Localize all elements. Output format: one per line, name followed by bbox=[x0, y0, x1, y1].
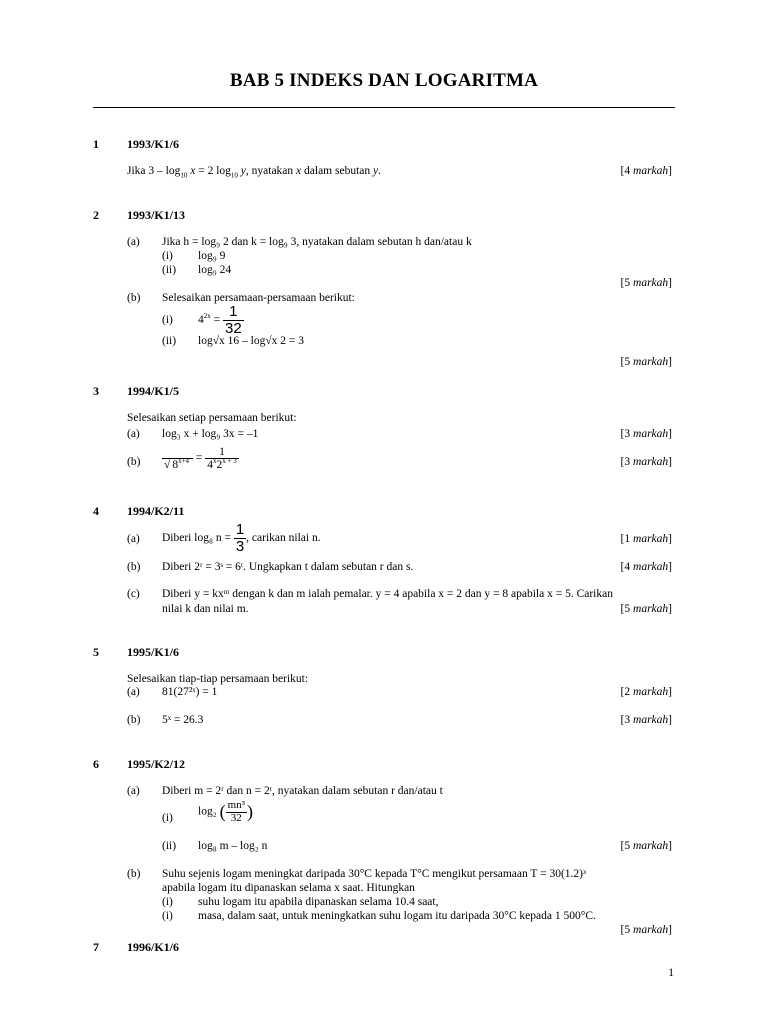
part-text: log₃ x + log₉ 3x = –1 bbox=[162, 428, 259, 440]
subpart-label: (i) bbox=[162, 896, 173, 908]
instruction: Selesaikan setiap persamaan berikut: bbox=[127, 412, 297, 424]
marks-label: [5 markah] bbox=[620, 924, 672, 936]
question-number: 4 bbox=[93, 504, 99, 518]
equation: √ $8^{x+4}$ = $\frac{1}{4^x2^{x + 3}}$ bbox=[164, 446, 237, 472]
question-code: 1996/K1/6 bbox=[127, 940, 180, 954]
part-label: (b) bbox=[127, 561, 141, 573]
marks-label: [5 markah] bbox=[620, 840, 672, 852]
part-text: Diberi m = 2ʳ dan n = 2ᵗ, nyatakan dalam sebutan r dan/atau t bbox=[162, 785, 443, 797]
question-1-stem: Jika $3 - \log_{10} x = 2$ $\log_{10} y$, nyatakan x dalam sebutan y. bbox=[127, 165, 381, 180]
question-number: 3 bbox=[93, 384, 99, 398]
marks-label: [5 markah] bbox=[620, 277, 672, 289]
subpart-label: (i) bbox=[162, 910, 173, 922]
part-text: apabila logam itu dipanaskan selama x saat. Hitungkan bbox=[162, 882, 415, 894]
marks-label: [3 markah] bbox=[620, 428, 672, 440]
subpart-text: log√x 16 – log√x 2 = 3 bbox=[198, 335, 304, 347]
subpart-label: (ii) bbox=[162, 264, 177, 276]
part-text: Diberi log₈ n = $\frac{1}{3}$ , carikan nilai n. bbox=[162, 521, 321, 555]
subpart-text: log₉ 9 bbox=[198, 250, 226, 262]
subpart-label: (i) bbox=[162, 250, 173, 262]
subpart-label: (i) bbox=[162, 812, 173, 824]
marks-label: [5 markah] bbox=[620, 356, 672, 368]
part-text: Jika h = log₉ 2 dan k = log₉ 3, nyatakan dalam sebutan h dan/atau k bbox=[162, 236, 472, 248]
part-label: (b) bbox=[127, 456, 141, 468]
subpart-text: masa, dalam saat, untuk meningkatkan suhu logam itu daripada 30°C kepada 1 500°C. bbox=[198, 910, 596, 922]
part-label: (a) bbox=[127, 686, 140, 698]
equation: log₂ ( $\frac{\text{mn³}}{32}$ ) bbox=[198, 799, 253, 824]
part-label: (a) bbox=[127, 533, 140, 545]
question-code: 1993/K1/13 bbox=[127, 208, 186, 222]
marks-label: [2 markah] bbox=[620, 686, 672, 698]
question-number: 5 bbox=[93, 645, 99, 659]
subpart-label: (i) bbox=[162, 314, 173, 326]
question-code: 1995/K1/6 bbox=[127, 645, 180, 659]
marks-label: [5 markah] bbox=[620, 603, 672, 615]
subpart-label: (ii) bbox=[162, 840, 177, 852]
question-code: 1994/K2/11 bbox=[127, 504, 185, 518]
question-number: 2 bbox=[93, 208, 99, 222]
page-number: 1 bbox=[668, 967, 674, 979]
part-text: nilai k dan nilai m. bbox=[162, 603, 249, 615]
part-text: Diberi y = kxᵐ dengan k dan m ialah pemalar. y = 4 apabila x = 2 dan y = 8 apabila x = 5. Carikan bbox=[162, 588, 613, 600]
part-text: 5ˣ = 26.3 bbox=[162, 714, 204, 726]
equation: $4^{2x}$ = $\frac{1}{32}$ bbox=[198, 303, 242, 337]
part-label: (b) bbox=[127, 292, 141, 304]
subpart-label: (ii) bbox=[162, 335, 177, 347]
marks-label: [4 markah] bbox=[620, 561, 672, 573]
part-label: (a) bbox=[127, 428, 140, 440]
question-code: 1994/K1/5 bbox=[127, 384, 180, 398]
part-text: Suhu sejenis logam meningkat daripada 30°C kepada T°C mengikut persamaan T = 30(1.2)ˣ bbox=[162, 868, 587, 880]
question-number: 7 bbox=[93, 940, 99, 954]
subpart-text: suhu logam itu apabila dipanaskan selama 10.4 saat, bbox=[198, 896, 439, 908]
part-label: (a) bbox=[127, 236, 140, 248]
question-code: 1995/K2/12 bbox=[127, 757, 186, 771]
part-label: (b) bbox=[127, 868, 141, 880]
part-label: (b) bbox=[127, 714, 141, 726]
marks-label: [4 markah] bbox=[620, 165, 672, 177]
part-text: 81(27²ˣ) = 1 bbox=[162, 686, 218, 698]
page-title: BAB 5 INDEKS DAN LOGARITMA bbox=[229, 70, 539, 91]
marks-label: [1 markah] bbox=[620, 533, 672, 545]
instruction: Selesaikan tiap-tiap persamaan berikut: bbox=[127, 673, 309, 685]
question-number: 6 bbox=[93, 757, 99, 771]
part-label: (a) bbox=[127, 785, 140, 797]
subpart-text: log₉ 24 bbox=[198, 264, 232, 276]
question-code: 1993/K1/6 bbox=[127, 137, 180, 151]
marks-label: [3 markah] bbox=[620, 456, 672, 468]
question-number: 1 bbox=[93, 137, 99, 151]
part-text: Selesaikan persamaan-persamaan berikut: bbox=[162, 292, 355, 304]
marks-label: [3 markah] bbox=[620, 714, 672, 726]
title-divider bbox=[93, 107, 675, 108]
part-text: Diberi 2ʳ = 3ˢ = 6ᵗ. Ungkapkan t dalam sebutan r dan s. bbox=[162, 561, 414, 573]
part-label: (c) bbox=[127, 588, 140, 600]
subpart-text: log₈ m – log₂ n bbox=[198, 840, 268, 852]
